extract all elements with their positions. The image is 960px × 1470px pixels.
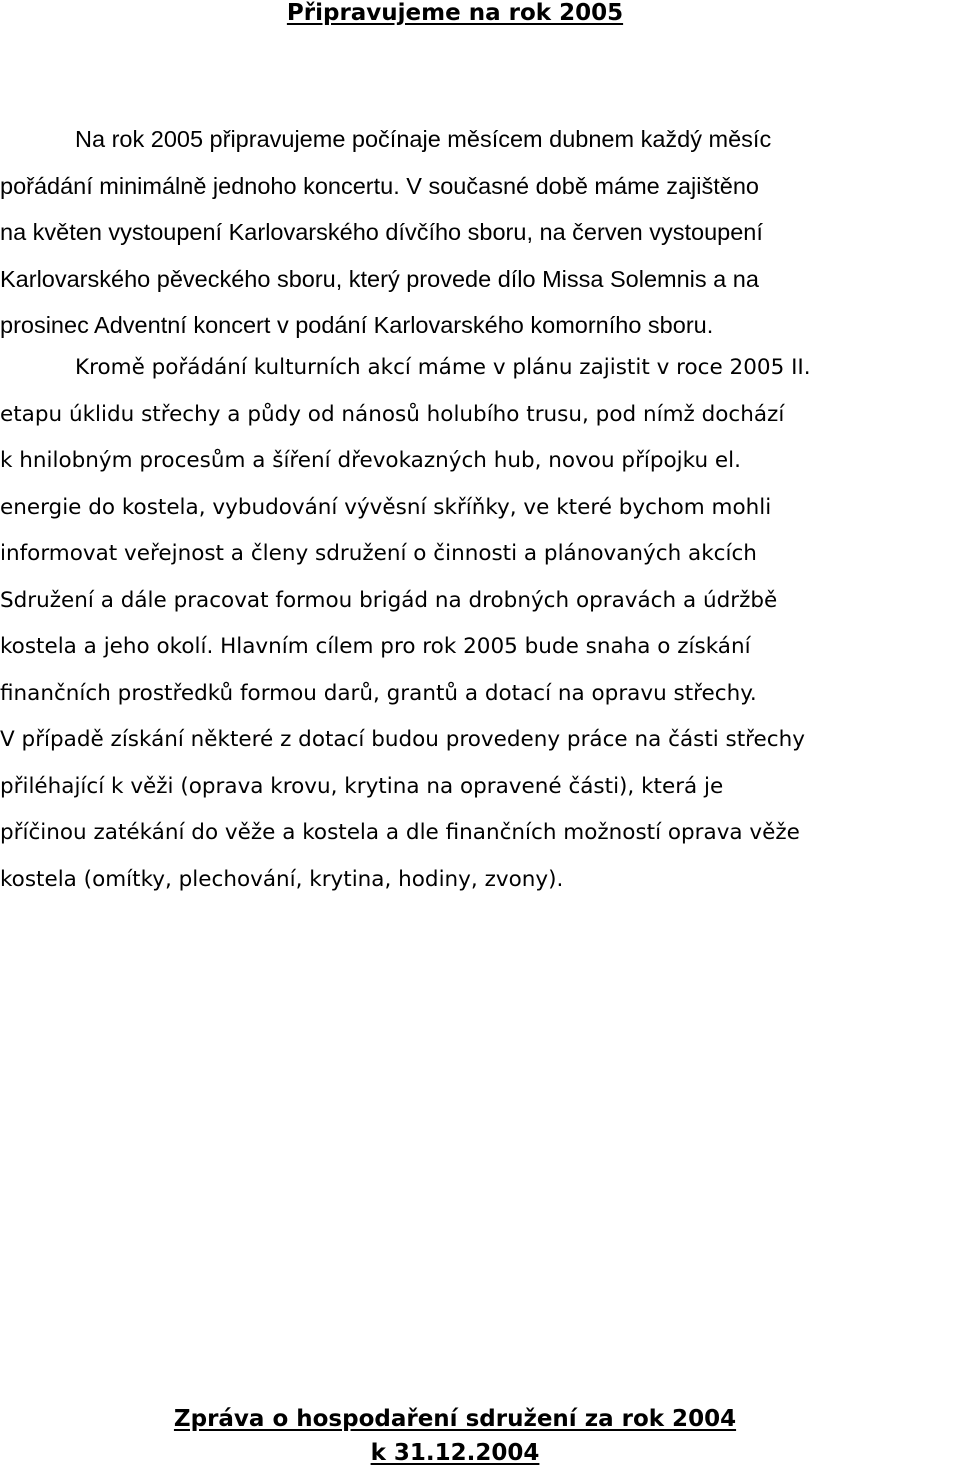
text-line: informovat veřejnost a členy sdružení o činnosti a plánovaných akcích [0, 541, 757, 566]
text-line: etapu úklidu střechy a půdy od nánosů holubího trusu, pod nímž dochází [0, 401, 785, 427]
text-line: energie do kostela, vybudování vývěsní skříňky, ve které bychom mohli [0, 494, 772, 520]
text-line: na květen vystoupení Karlovarského dívčího sboru, na červen vystoupení [0, 219, 763, 245]
text-line: finančních prostředků formou darů, grantů a dotací na opravu střechy. [0, 680, 757, 706]
paragraph-plans [0, 345, 960, 903]
text-line: Sdružení a dále pracovat formou brigád na drobných opravách a údržbě [0, 587, 778, 613]
text-line: prosinec Adventní koncert v podání Karlovarského komorního sboru. [0, 312, 714, 338]
paragraph-concerts [0, 116, 960, 349]
text-line: kostela (omítky, plechování, krytina, hodiny, zvony). [0, 866, 564, 892]
text-line: přiléhající k věži (oprava krovu, krytina na opravené části), která je [0, 773, 724, 799]
text-line: V případě získání některé z dotací budou provedeny práce na části střechy [0, 727, 805, 752]
text-line: Na rok 2005 připravujeme počínaje měsícem dubnem každý měsíc [75, 126, 772, 152]
text-line: Karlovarského pěveckého sboru, který provede dílo Missa Solemnis a na [0, 265, 759, 292]
text-line: kostela a jeho okolí. Hlavním cílem pro rok 2005 bude snaha o získání [0, 634, 751, 659]
text-line: Kromě pořádání kulturních akcí máme v plánu zajistit v roce 2005 II. [75, 355, 811, 380]
text-line: příčinou zatékání do věže a kostela a dle finančních možností oprava věže [0, 820, 800, 845]
text-line: pořádání minimálně jednoho koncertu. V současné době máme zajištěno [0, 172, 759, 199]
section-heading-line: Zpráva o hospodaření sdružení za rok 2004 [173, 1406, 737, 1432]
section-heading-date: k 31.12.2004 [370, 1440, 540, 1466]
text-line: k hnilobným procesům a šíření dřevokazných hub, novou přípojku el. [0, 448, 741, 473]
page-heading: Připravujeme na rok 2005 [286, 0, 624, 26]
section-heading-financial-report [0, 1402, 910, 1470]
